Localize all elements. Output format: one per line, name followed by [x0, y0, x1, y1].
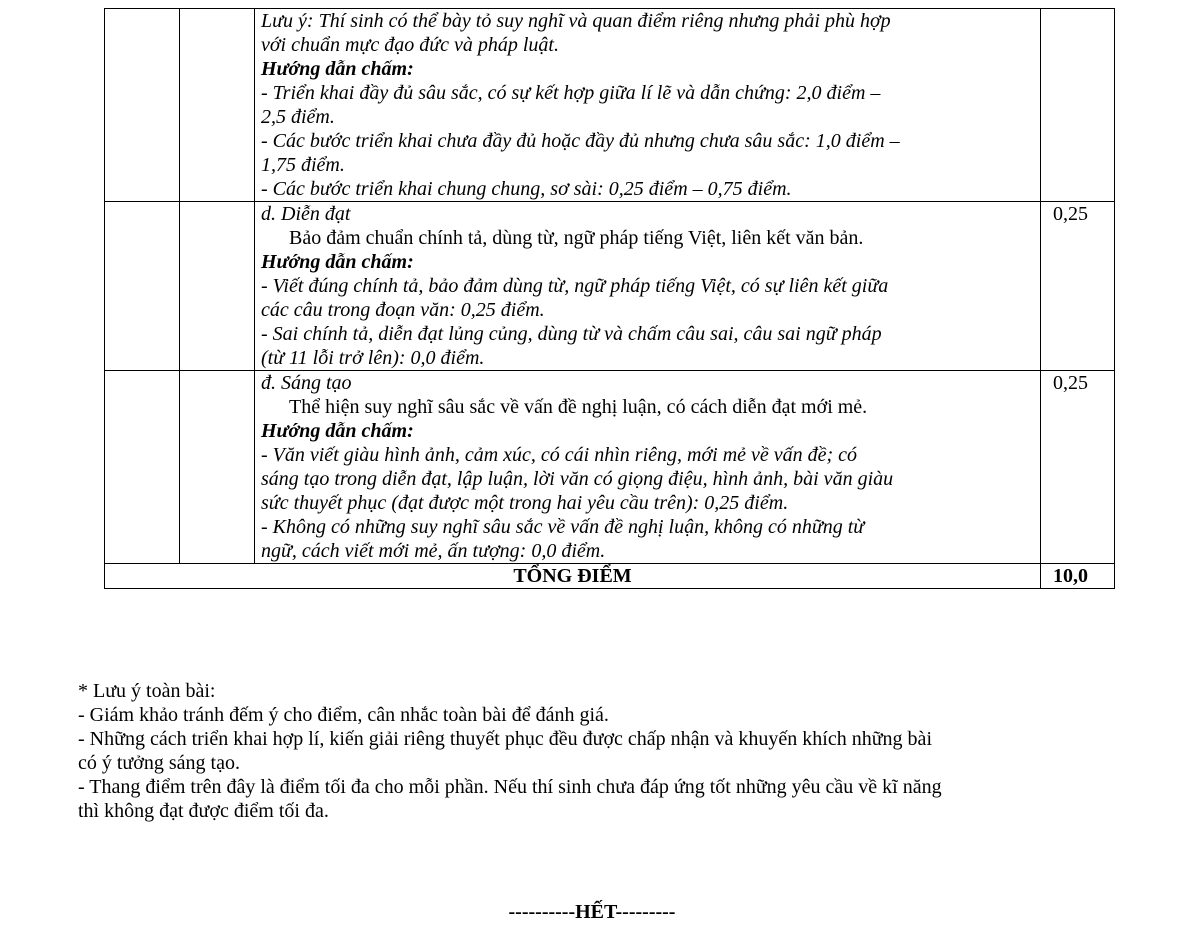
content-line: - Các bước triển khai chung chung, sơ sài: 0,25 điểm – 0,75 điểm.	[261, 178, 792, 200]
content-line: (từ 11 lỗi trở lên): 0,0 điểm.	[261, 347, 485, 369]
table-row	[105, 371, 1115, 564]
content-line: Thể hiện suy nghĩ sâu sắc về vấn đề nghị luận, có cách diễn đạt mới mẻ.	[289, 396, 868, 418]
grading-guide-heading: Hướng dẫn chấm:	[261, 251, 414, 273]
content-block	[255, 9, 1040, 201]
score-cell	[1041, 9, 1115, 202]
content-line: - Viết đúng chính tả, bảo đảm dùng từ, ngữ pháp tiếng Việt, có sự liên kết giữa	[261, 275, 889, 297]
score-cell	[1041, 202, 1115, 371]
total-label: TỔNG ĐIỂM	[513, 565, 632, 587]
content-line: - Văn viết giàu hình ảnh, cảm xúc, có cái nhìn riêng, mới mẻ về vấn đề; có	[261, 444, 858, 466]
grading-guide-heading: Hướng dẫn chấm:	[261, 420, 414, 442]
total-score-cell	[1041, 564, 1115, 589]
part-cell	[180, 202, 255, 371]
end-mark: ----------HẾT---------	[508, 901, 676, 923]
table-row	[105, 202, 1115, 371]
content-line: sáng tạo trong diễn đạt, lập luận, lời văn có giọng điệu, hình ảnh, bài văn giàu	[261, 468, 894, 490]
content-line: Bảo đảm chuẩn chính tả, dùng từ, ngữ pháp tiếng Việt, liên kết văn bản.	[289, 227, 864, 249]
content-cell	[255, 202, 1041, 371]
note-item: - Giám khảo tránh đếm ý cho điểm, cân nhắc toàn bài để đánh giá.	[78, 704, 609, 726]
part-cell	[180, 9, 255, 202]
total-label-cell	[105, 564, 1041, 589]
table-row	[105, 9, 1115, 202]
grading-guide-heading: Hướng dẫn chấm:	[261, 58, 414, 80]
content-line: d. Diễn đạt	[261, 203, 351, 225]
content-line: ngữ, cách viết mới mẻ, ấn tượng: 0,0 điểm.	[261, 540, 606, 562]
note-item: thì không đạt được điểm tối đa.	[78, 800, 329, 822]
score-value: 0,25	[1053, 203, 1088, 225]
content-line: với chuẩn mực đạo đức và pháp luật.	[261, 34, 559, 56]
content-cell	[255, 371, 1041, 564]
content-block	[255, 371, 1040, 563]
content-line: - Sai chính tả, diễn đạt lủng củng, dùng từ và chấm câu sai, câu sai ngữ pháp	[261, 323, 882, 345]
content-line: đ. Sáng tạo	[261, 372, 352, 394]
content-line: - Triển khai đầy đủ sâu sắc, có sự kết hợp giữa lí lẽ và dẫn chứng: 2,0 điểm –	[261, 82, 881, 104]
notes-heading: * Lưu ý toàn bài:	[78, 680, 216, 702]
part-cell	[180, 371, 255, 564]
content-line: Lưu ý: Thí sinh có thể bày tỏ suy nghĩ và quan điểm riêng nhưng phải phù hợp	[261, 10, 891, 32]
total-score: 10,0	[1053, 565, 1088, 587]
score-cell	[1041, 371, 1115, 564]
content-line: sức thuyết phục (đạt được một trong hai yêu cầu trên): 0,25 điểm.	[261, 492, 789, 514]
question-cell	[105, 9, 180, 202]
score-value: 0,25	[1053, 372, 1088, 394]
general-notes	[78, 679, 1118, 823]
note-item: có ý tưởng sáng tạo.	[78, 752, 240, 774]
note-item: - Những cách triển khai hợp lí, kiến giải riêng thuyết phục đều được chấp nhận và khuyến khích những bài	[78, 728, 932, 750]
content-line: - Các bước triển khai chưa đầy đủ hoặc đầy đủ nhưng chưa sâu sắc: 1,0 điểm –	[261, 130, 900, 152]
content-line: các câu trong đoạn văn: 0,25 điểm.	[261, 299, 545, 321]
note-item: - Thang điểm trên đây là điểm tối đa cho mỗi phần. Nếu thí sinh chưa đáp ứng tốt những yêu cầu về kĩ năng	[78, 776, 942, 798]
content-line: 1,75 điểm.	[261, 154, 345, 176]
question-cell	[105, 202, 180, 371]
content-cell	[255, 9, 1041, 202]
grading-table	[104, 8, 1115, 589]
content-line: - Không có những suy nghĩ sâu sắc về vấn đề nghị luận, không có những từ	[261, 516, 865, 538]
total-row	[105, 564, 1115, 589]
content-line: 2,5 điểm.	[261, 106, 335, 128]
content-block	[255, 202, 1040, 370]
question-cell	[105, 371, 180, 564]
